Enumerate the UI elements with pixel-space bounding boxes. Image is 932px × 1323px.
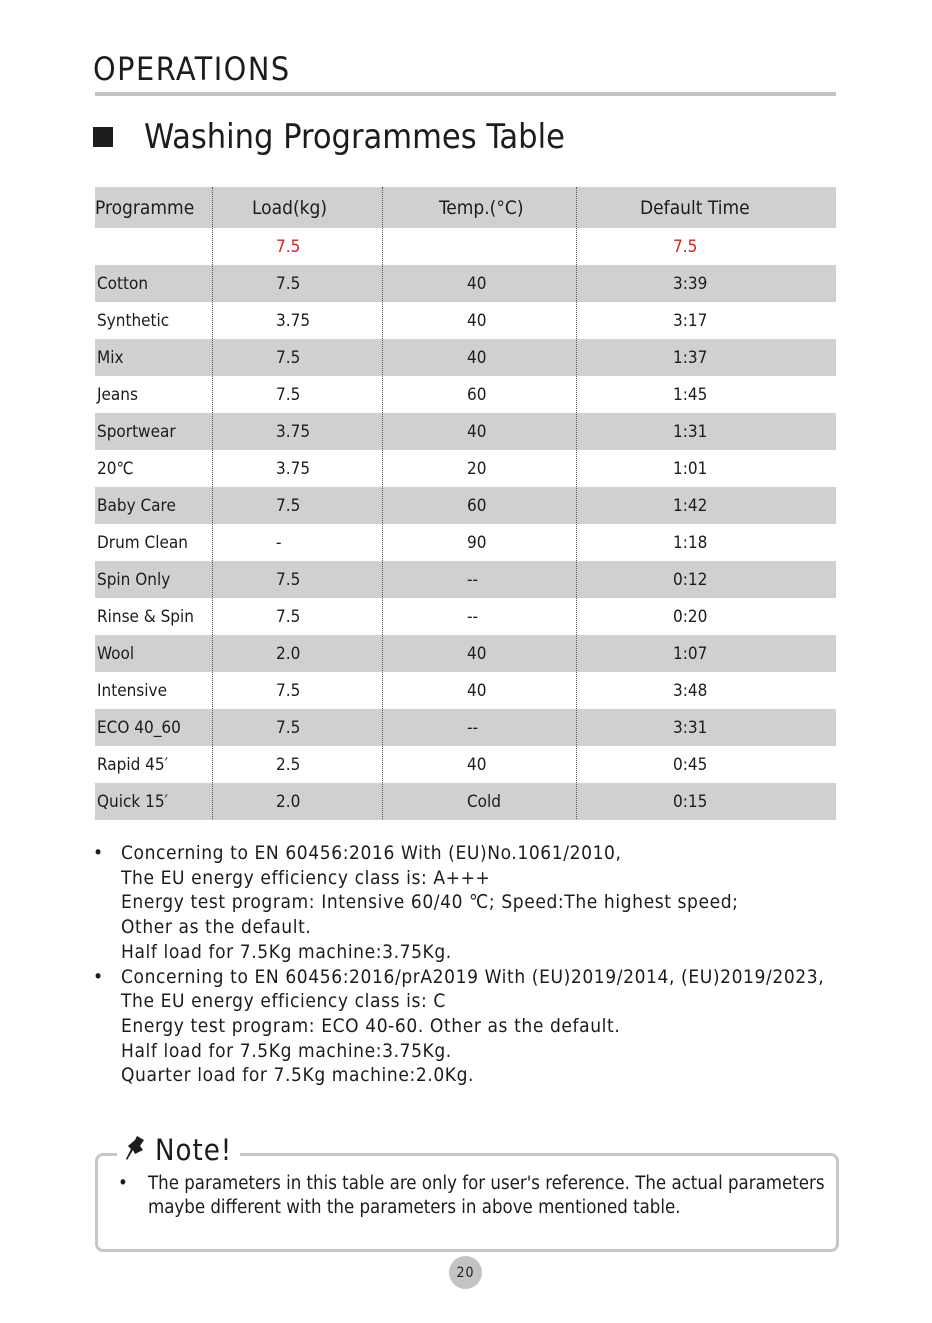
time-cell: 1:45 — [673, 384, 708, 405]
temp-cell: 40 — [467, 273, 487, 294]
time-cell: 1:07 — [673, 643, 708, 664]
table-row — [95, 746, 836, 783]
time-cell: 1:18 — [673, 532, 708, 553]
load-cell: 7.5 — [276, 569, 301, 590]
table-row — [95, 635, 836, 672]
note-line: The EU energy efficiency class is: C — [121, 990, 446, 1013]
note-line: The EU energy efficiency class is: A+++ — [121, 866, 491, 889]
programme-cell: Sportwear — [97, 421, 176, 442]
title-rule — [95, 92, 836, 96]
temp-cell: 90 — [467, 532, 487, 553]
temp-cell: 60 — [467, 495, 487, 516]
page-number: 20 — [449, 1256, 482, 1289]
programme-cell: Synthetic — [97, 310, 170, 331]
programme-cell: Mix — [97, 347, 124, 368]
square-bullet-icon — [93, 127, 113, 147]
sub-title-row — [93, 117, 565, 157]
note-heading — [117, 1133, 240, 1167]
load-cell: 3.75 — [276, 421, 311, 442]
table-row — [95, 783, 836, 820]
table-row — [95, 672, 836, 709]
temp-cell: 20 — [467, 458, 487, 479]
table-body — [95, 228, 836, 820]
programme-cell: Spin Only — [97, 569, 171, 590]
table-row — [95, 376, 836, 413]
programme-cell: ECO 40_60 — [97, 717, 181, 738]
temp-cell: -- — [467, 717, 479, 738]
load-cell: 2.0 — [276, 643, 301, 664]
load-cell: 7.5 — [276, 347, 301, 368]
load-cell: 2.5 — [276, 754, 301, 775]
programmes-table — [95, 187, 836, 820]
table-header-row — [95, 187, 836, 228]
temp-cell: 40 — [467, 680, 487, 701]
note-item — [93, 965, 853, 1089]
time-cell: 1:31 — [673, 421, 708, 442]
programme-cell: Quick 15′ — [97, 791, 169, 812]
temp-cell: 40 — [467, 643, 487, 664]
bullet: • — [93, 842, 104, 864]
temp-cell: Cold — [467, 791, 501, 812]
table-row — [95, 413, 836, 450]
pushpin-icon — [123, 1134, 147, 1166]
bullet: • — [118, 1173, 128, 1194]
table-row — [95, 487, 836, 524]
table-row — [95, 228, 836, 265]
temp-cell: -- — [467, 606, 479, 627]
load-cell: 7.5 — [276, 236, 301, 257]
table-row — [95, 265, 836, 302]
table-row — [95, 302, 836, 339]
programme-cell: Rapid 45′ — [97, 754, 169, 775]
energy-notes — [93, 841, 853, 1088]
note-line: Other as the default. — [121, 916, 312, 939]
programme-cell: Jeans — [97, 384, 138, 405]
time-cell: 1:01 — [673, 458, 708, 479]
column-header-load: Load(kg) — [252, 196, 328, 219]
note-line: Concerning to EN 60456:2016/prA2019 With (EU)2019/2014, (EU)2019/2023, — [121, 965, 825, 988]
note-line: Half load for 7.5Kg machine:3.75Kg. — [121, 1039, 452, 1062]
table-row — [95, 561, 836, 598]
column-header-temp: Temp.(°C) — [439, 196, 524, 219]
note-line: Half load for 7.5Kg machine:3.75Kg. — [121, 940, 452, 963]
time-cell: 0:20 — [673, 606, 708, 627]
column-header-default-time: Default Time — [640, 196, 750, 219]
programme-cell: Intensive — [97, 680, 167, 701]
time-cell: 0:15 — [673, 791, 708, 812]
column-header-programme: Programme — [95, 196, 195, 219]
note-line: Quarter load for 7.5Kg machine:2.0Kg. — [121, 1064, 475, 1087]
note-title: Note! — [155, 1133, 233, 1167]
note-item — [118, 1172, 825, 1220]
programme-cell: Drum Clean — [97, 532, 188, 553]
column-divider — [576, 187, 577, 819]
time-cell: 3:17 — [673, 310, 708, 331]
programme-cell: Wool — [97, 643, 135, 664]
note-line: Energy test program: Intensive 60/40 ℃; Speed:The highest speed; — [121, 891, 739, 914]
table-row — [95, 339, 836, 376]
load-cell: - — [276, 532, 282, 553]
load-cell: 7.5 — [276, 717, 301, 738]
bullet: • — [93, 965, 104, 988]
temp-cell: -- — [467, 569, 479, 590]
sub-title: Washing Programmes Table — [144, 117, 565, 157]
time-cell: 1:37 — [673, 347, 708, 368]
note-item — [93, 841, 853, 965]
load-cell: 7.5 — [276, 606, 301, 627]
time-cell: 0:12 — [673, 569, 708, 590]
time-cell: 7.5 — [673, 236, 698, 257]
note-line: Concerning to EN 60456:2016 With (EU)No.1061/2010, — [121, 842, 622, 864]
time-cell: 3:31 — [673, 717, 708, 738]
time-cell: 3:39 — [673, 273, 708, 294]
load-cell: 7.5 — [276, 495, 301, 516]
programme-cell: 20℃ — [97, 458, 134, 479]
time-cell: 3:48 — [673, 680, 708, 701]
time-cell: 1:42 — [673, 495, 708, 516]
table-row — [95, 709, 836, 746]
programme-cell: Baby Care — [97, 495, 176, 516]
table-row — [95, 524, 836, 561]
note-line: The parameters in this table are only for user's reference. The actual parameters — [148, 1173, 825, 1194]
temp-cell: 40 — [467, 421, 487, 442]
temp-cell: 40 — [467, 754, 487, 775]
column-divider — [382, 187, 383, 819]
load-cell: 7.5 — [276, 273, 301, 294]
programme-cell: Cotton — [97, 273, 149, 294]
table-row — [95, 450, 836, 487]
time-cell: 0:45 — [673, 754, 708, 775]
temp-cell: 40 — [467, 347, 487, 368]
table-row — [95, 598, 836, 635]
note-line: maybe different with the parameters in above mentioned table. — [148, 1197, 681, 1218]
load-cell: 3.75 — [276, 458, 311, 479]
temp-cell: 60 — [467, 384, 487, 405]
note-line: Energy test program: ECO 40-60. Other as the default. — [121, 1014, 621, 1037]
programme-cell: Rinse & Spin — [97, 606, 194, 627]
note-body — [118, 1172, 825, 1220]
load-cell: 2.0 — [276, 791, 301, 812]
column-divider — [212, 187, 213, 819]
load-cell: 7.5 — [276, 384, 301, 405]
load-cell: 7.5 — [276, 680, 301, 701]
section-title: OPERATIONS — [93, 50, 291, 88]
load-cell: 3.75 — [276, 310, 311, 331]
temp-cell: 40 — [467, 310, 487, 331]
